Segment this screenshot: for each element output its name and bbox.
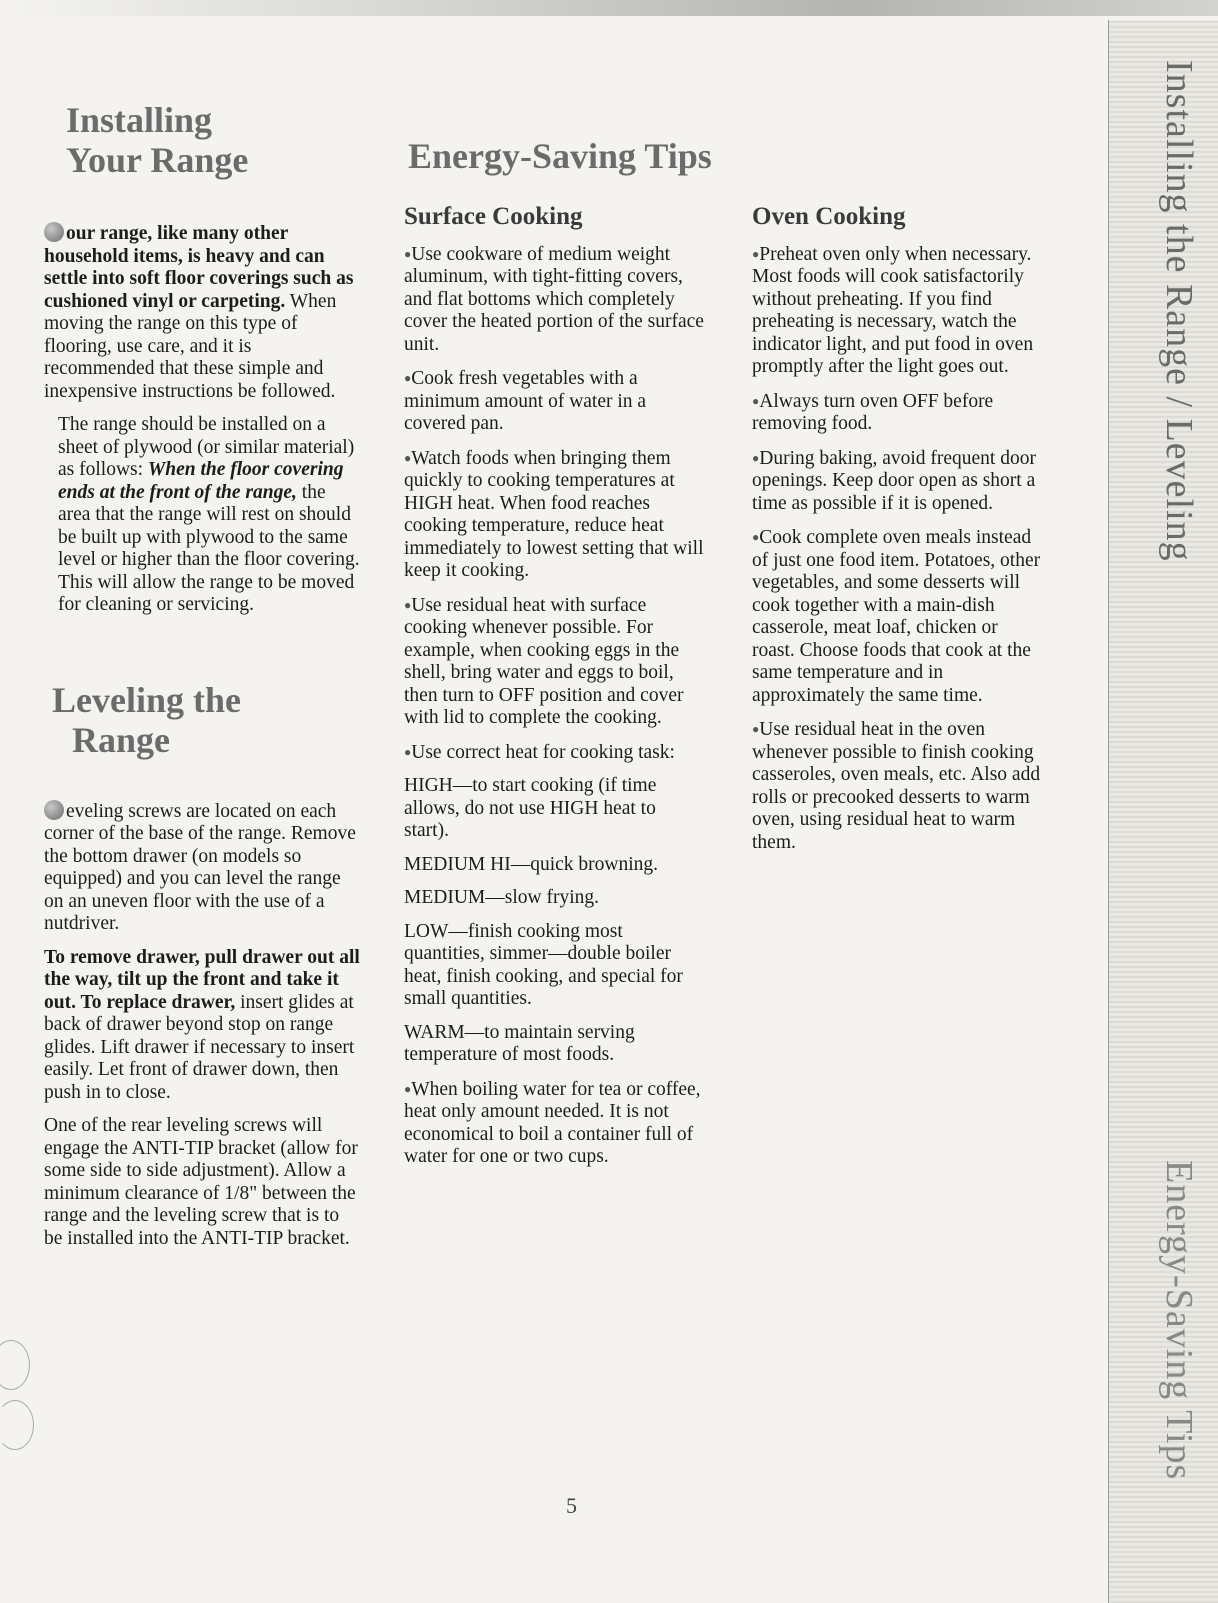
installing-title-line2: Your Range [66,140,249,180]
drop-cap-icon [44,222,64,242]
heat-level-warm: WARM—to maintain serving temperature of most foods. [404,1021,635,1065]
heat-level-high: HIGH—to start cooking (if time allows, do not use HIGH heat to start). [404,775,657,841]
leveling-title-line1: Leveling the [52,679,241,720]
leveling-paragraph-3: One of the rear leveling screws will engage the ANTI-TIP bracket (allow for some side to side adjustment). Allow a minimum clearance of 1/8" between the range and the leveling screw that is to be installed into the ANTI-TIP bracket. [44,1115,358,1249]
side-tab-installing: Installing the Range / Leveling [1158,60,1200,562]
installing-p2-italic: When the floor covering ends at the front of the range, [58,459,344,503]
surface-tip-last: ● When boiling water for tea or coffee, heat only amount needed. It is not economical to boil a container full of water for one or two cups. [404,1078,704,1169]
installing-title-line1: Installing [66,100,213,140]
surface-tip-3: ● Watch foods when bringing them quickly to cooking temperatures at HIGH heat. When food reaches cooking temperature, reduce heat immediately to lowest setting that will keep it cooking. [404,447,704,583]
energy-title: Energy-Saving Tips [408,136,712,176]
leveling-p1: eveling screws are located on each corner of the base of the range. Remove the bottom drawer (on models so equipped) and you can level the range on an uneven floor with the use of a nutdriver. [44,800,356,934]
surface-tip-2: ● Cook fresh vegetables with a minimum amount of water in a covered pan. [404,367,704,436]
installing-p2-b: the area that the range will rest on should be built up with plywood to the same level or higher than the floor covering. This will allow the range to be moved for cleaning or servicing. [58,481,360,615]
surface-tip-4: ● Use residual heat with surface cooking whenever possible. For example, when cooking eggs in the shell, bring water and eggs to boil, then turn to OFF position and cover with lid to complete the cooking. [404,594,704,730]
heat-level-medium: MEDIUM—slow frying. [404,887,599,908]
page-number: 5 [566,1493,577,1518]
leveling-paragraph-1 [44,800,360,936]
side-tab-strip [1108,20,1218,1603]
leveling-title [52,680,360,760]
oven-tip-1: ● Preheat oven only when necessary. Most foods will cook satisfactorily without preheating. If you find preheating is necessary, watch the indicator light, and put food in oven promptly after the light goes out. [752,243,1044,379]
binder-ring-icon-2 [0,1400,34,1450]
surface-tip-1: ● Use cookware of medium weight aluminum, with tight-fitting covers, and flat bottoms which completely cover the heated portion of the surface unit. [404,243,704,357]
side-tab-energy: Energy-Saving Tips [1158,1160,1200,1481]
installing-p2-a: The range should be installed on a sheet of plywood (or similar material) as follows: [58,414,355,480]
oven-tip-4: ● Cook complete oven meals instead of just one food item. Potatoes, other vegetables, and some desserts will cook together with a main-dish casserole, meat loaf, chicken or roast. Choose foods that cook at the same temperature and in approximately the same time. [752,526,1044,707]
installing-lead: our range, like many other household items, is heavy and can settle into soft floor coverings such as cushioned vinyl or carpeting. [44,223,354,312]
installing-paragraph-2 [58,414,360,617]
installing-p1-rest: When moving the range on this type of flooring, use care, and it is recommended that these simple and inexpensive instructions be followed. [44,290,337,402]
column-oven [752,203,1044,865]
heat-level-medium-hi: MEDIUM HI—quick browning. [404,853,659,875]
drop-cap-icon-2 [44,800,64,820]
column-surface [404,203,704,1180]
oven-tip-3: ● During baking, avoid frequent door openings. Keep door open as short a time as possible if it is opened. [752,447,1044,516]
surface-tip-5: ● Use correct heat for cooking task: [404,741,704,765]
leveling-paragraph-2 [44,947,360,1105]
oven-title: Oven Cooking [752,203,906,230]
column-installing [44,100,360,1261]
oven-tip-2: ● Always turn oven OFF before removing food. [752,390,1044,436]
leveling-title-line2: Range [72,719,170,760]
oven-tip-5: ● Use residual heat in the oven whenever possible to finish cooking casseroles, oven meals, etc. Also add rolls or precooked desserts to warm oven, using residual heat to warm them. [752,718,1044,854]
leveling-p2-lead: To remove drawer, pull drawer out all the way, tilt up the front and take it out. To replace drawer, [44,946,360,1013]
installing-paragraph-1 [44,222,360,403]
binder-ring-icon [0,1340,30,1390]
leveling-p2-rest: insert glides at back of drawer beyond stop on range glides. Lift drawer if necessary to insert easily. Let front of drawer down, then push in to close. [44,991,355,1103]
heat-level-low: LOW—finish cooking most quantities, simmer—double boiler heat, finish cooking, and special for small quantities. [404,920,683,1009]
installing-title [66,100,360,180]
surface-title: Surface Cooking [404,203,583,230]
scan-edge [0,0,1218,16]
